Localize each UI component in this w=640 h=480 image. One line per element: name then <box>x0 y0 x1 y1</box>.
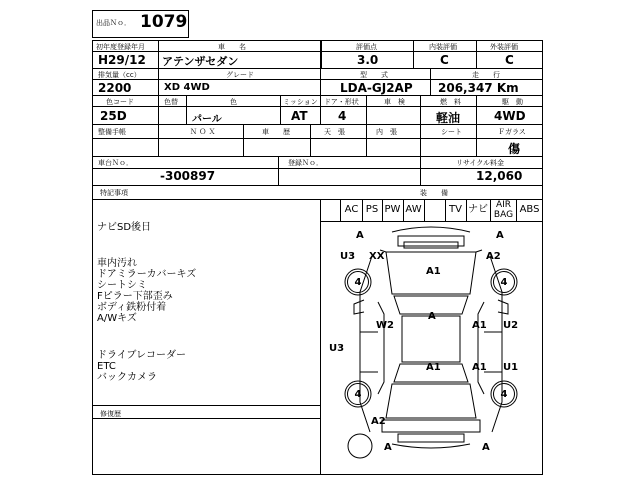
equip-ac: AC <box>344 204 359 215</box>
lot-number: 1079 <box>140 12 188 32</box>
damage-front-bumper-left: A <box>356 230 364 241</box>
damage-right-side: U2 <box>503 320 519 331</box>
label-inspection: 車 検 <box>384 98 405 106</box>
label-recycle-fee: リサイクル料金 <box>456 159 505 167</box>
value-exterior-rating: C <box>505 53 514 67</box>
label-transmission: ミッション <box>283 98 318 106</box>
damage-front-fender-left: U3 <box>340 251 356 262</box>
damage-rear-fender-right: U1 <box>503 362 519 373</box>
label-front-glass: Ｆガラス <box>498 128 526 136</box>
label-interior-trim: 内 張 <box>376 128 397 136</box>
value-color-code: 25D <box>100 109 127 123</box>
note-line <box>97 244 317 255</box>
label-chassis-number: 車台Ｎｏ． <box>98 159 133 167</box>
label-score: 評価点 <box>356 43 377 51</box>
value-front-glass: 傷 <box>508 142 521 156</box>
value-recycle-fee: 12,060 <box>476 169 523 183</box>
note-line: バックカメラ <box>97 372 157 383</box>
value-score: 3.0 <box>357 53 379 67</box>
value-transmission: AT <box>291 109 308 123</box>
note-line: 車内汚れ <box>97 258 137 269</box>
damage-trunk: A1 <box>426 362 441 373</box>
label-color-change: 色替 <box>164 98 178 106</box>
value-drive: 4WD <box>494 109 526 123</box>
note-line: ETC <box>97 361 116 372</box>
damage-rear-bumper-right: A <box>482 442 490 453</box>
equip-ps: PS <box>365 204 379 215</box>
equip-tv: TV <box>449 204 462 215</box>
equip-abs: ABS <box>519 204 540 215</box>
label-displacement: 排気量（cc） <box>98 71 141 79</box>
equip-pw: PW <box>384 204 401 215</box>
label-equipment: 装 備 <box>420 189 448 197</box>
equip-airbag: AIR BAG <box>493 200 514 220</box>
value-chassis-number: -300897 <box>160 169 216 183</box>
damage-front-bumper-right: A <box>496 230 504 241</box>
label-maintenance-book: 整備手帳 <box>98 128 126 136</box>
value-grade: XD 4WD <box>164 82 210 93</box>
label-registration-number: 登録Ｎｏ． <box>288 159 323 167</box>
note-line <box>97 335 317 346</box>
value-car-name: アテンザセダン <box>162 55 239 68</box>
value-displacement: 2200 <box>98 81 132 95</box>
value-doors: 4 <box>338 109 347 123</box>
note-line <box>97 233 317 244</box>
label-car-name: 車 名 <box>218 43 246 51</box>
damage-roof: A <box>428 311 436 322</box>
notes-list <box>97 222 317 383</box>
label-grade: グレード <box>226 71 254 79</box>
label-color: 色 <box>230 98 237 106</box>
label-fuel: 燃 料 <box>440 98 461 106</box>
damage-rear-bumper-left: A <box>384 442 392 453</box>
label-ceiling: 天 張 <box>324 128 345 136</box>
wheel-front-left: 4 <box>347 271 369 293</box>
wheel-front-right: 4 <box>493 271 515 293</box>
damage-hood: A1 <box>426 266 441 277</box>
damage-front-fender-right: A2 <box>486 251 501 262</box>
value-mileage: 206,347 Km <box>438 81 519 95</box>
note-line: シートシミ <box>97 280 147 291</box>
label-doors-shape: ドア・形状 <box>324 98 359 106</box>
note-line: ボディ鉄粉付着 <box>97 302 167 313</box>
label-interior-rating: 内装評価 <box>429 43 457 51</box>
wheel-rear-right: 4 <box>493 383 515 405</box>
equip-navi: ナビ <box>468 204 488 215</box>
value-fuel: 軽油 <box>436 111 461 125</box>
damage-front-door-left: W2 <box>376 320 394 331</box>
wheel-rear-left: 4 <box>347 383 369 405</box>
note-line: ドアミラーカバーキズ <box>97 269 197 280</box>
equip-aw: AW <box>405 204 422 215</box>
note-line: ナビSD後日 <box>97 222 152 233</box>
label-repair-history: 修復歴 <box>100 410 121 418</box>
value-first-registration: H29/12 <box>98 53 146 67</box>
label-car-history: 車 歴 <box>262 128 290 136</box>
note-line: A/Wキズ <box>97 313 137 324</box>
label-model-code: 型 式 <box>360 71 388 79</box>
lot-label: 出品Ｎｏ． <box>96 19 131 27</box>
value-interior-rating: C <box>440 53 449 67</box>
label-nox: Ｎ Ｏ Ｘ <box>190 128 216 136</box>
label-mileage: 走 行 <box>472 71 500 79</box>
note-line <box>97 324 317 335</box>
damage-front-xx: XX <box>369 251 385 262</box>
label-first-registration: 初年度登録年月 <box>96 43 145 51</box>
damage-front-door-right: A1 <box>472 320 487 331</box>
label-exterior-rating: 外装評価 <box>490 43 518 51</box>
damage-rear-left: A2 <box>371 416 386 427</box>
value-color: パール <box>192 114 222 125</box>
damage-rear-door-right: A1 <box>472 362 487 373</box>
damage-left-side: U3 <box>329 343 345 354</box>
label-special-notes: 特記事項 <box>100 189 128 197</box>
label-drive: 駆 動 <box>502 98 523 106</box>
value-model-code: LDA-GJ2AP <box>340 81 413 95</box>
label-color-code: 色コード <box>106 98 134 106</box>
label-seat: シート <box>441 128 462 136</box>
note-line: Fピラー下部歪み <box>97 291 173 302</box>
note-line: ドライブレコーダー <box>97 350 186 361</box>
